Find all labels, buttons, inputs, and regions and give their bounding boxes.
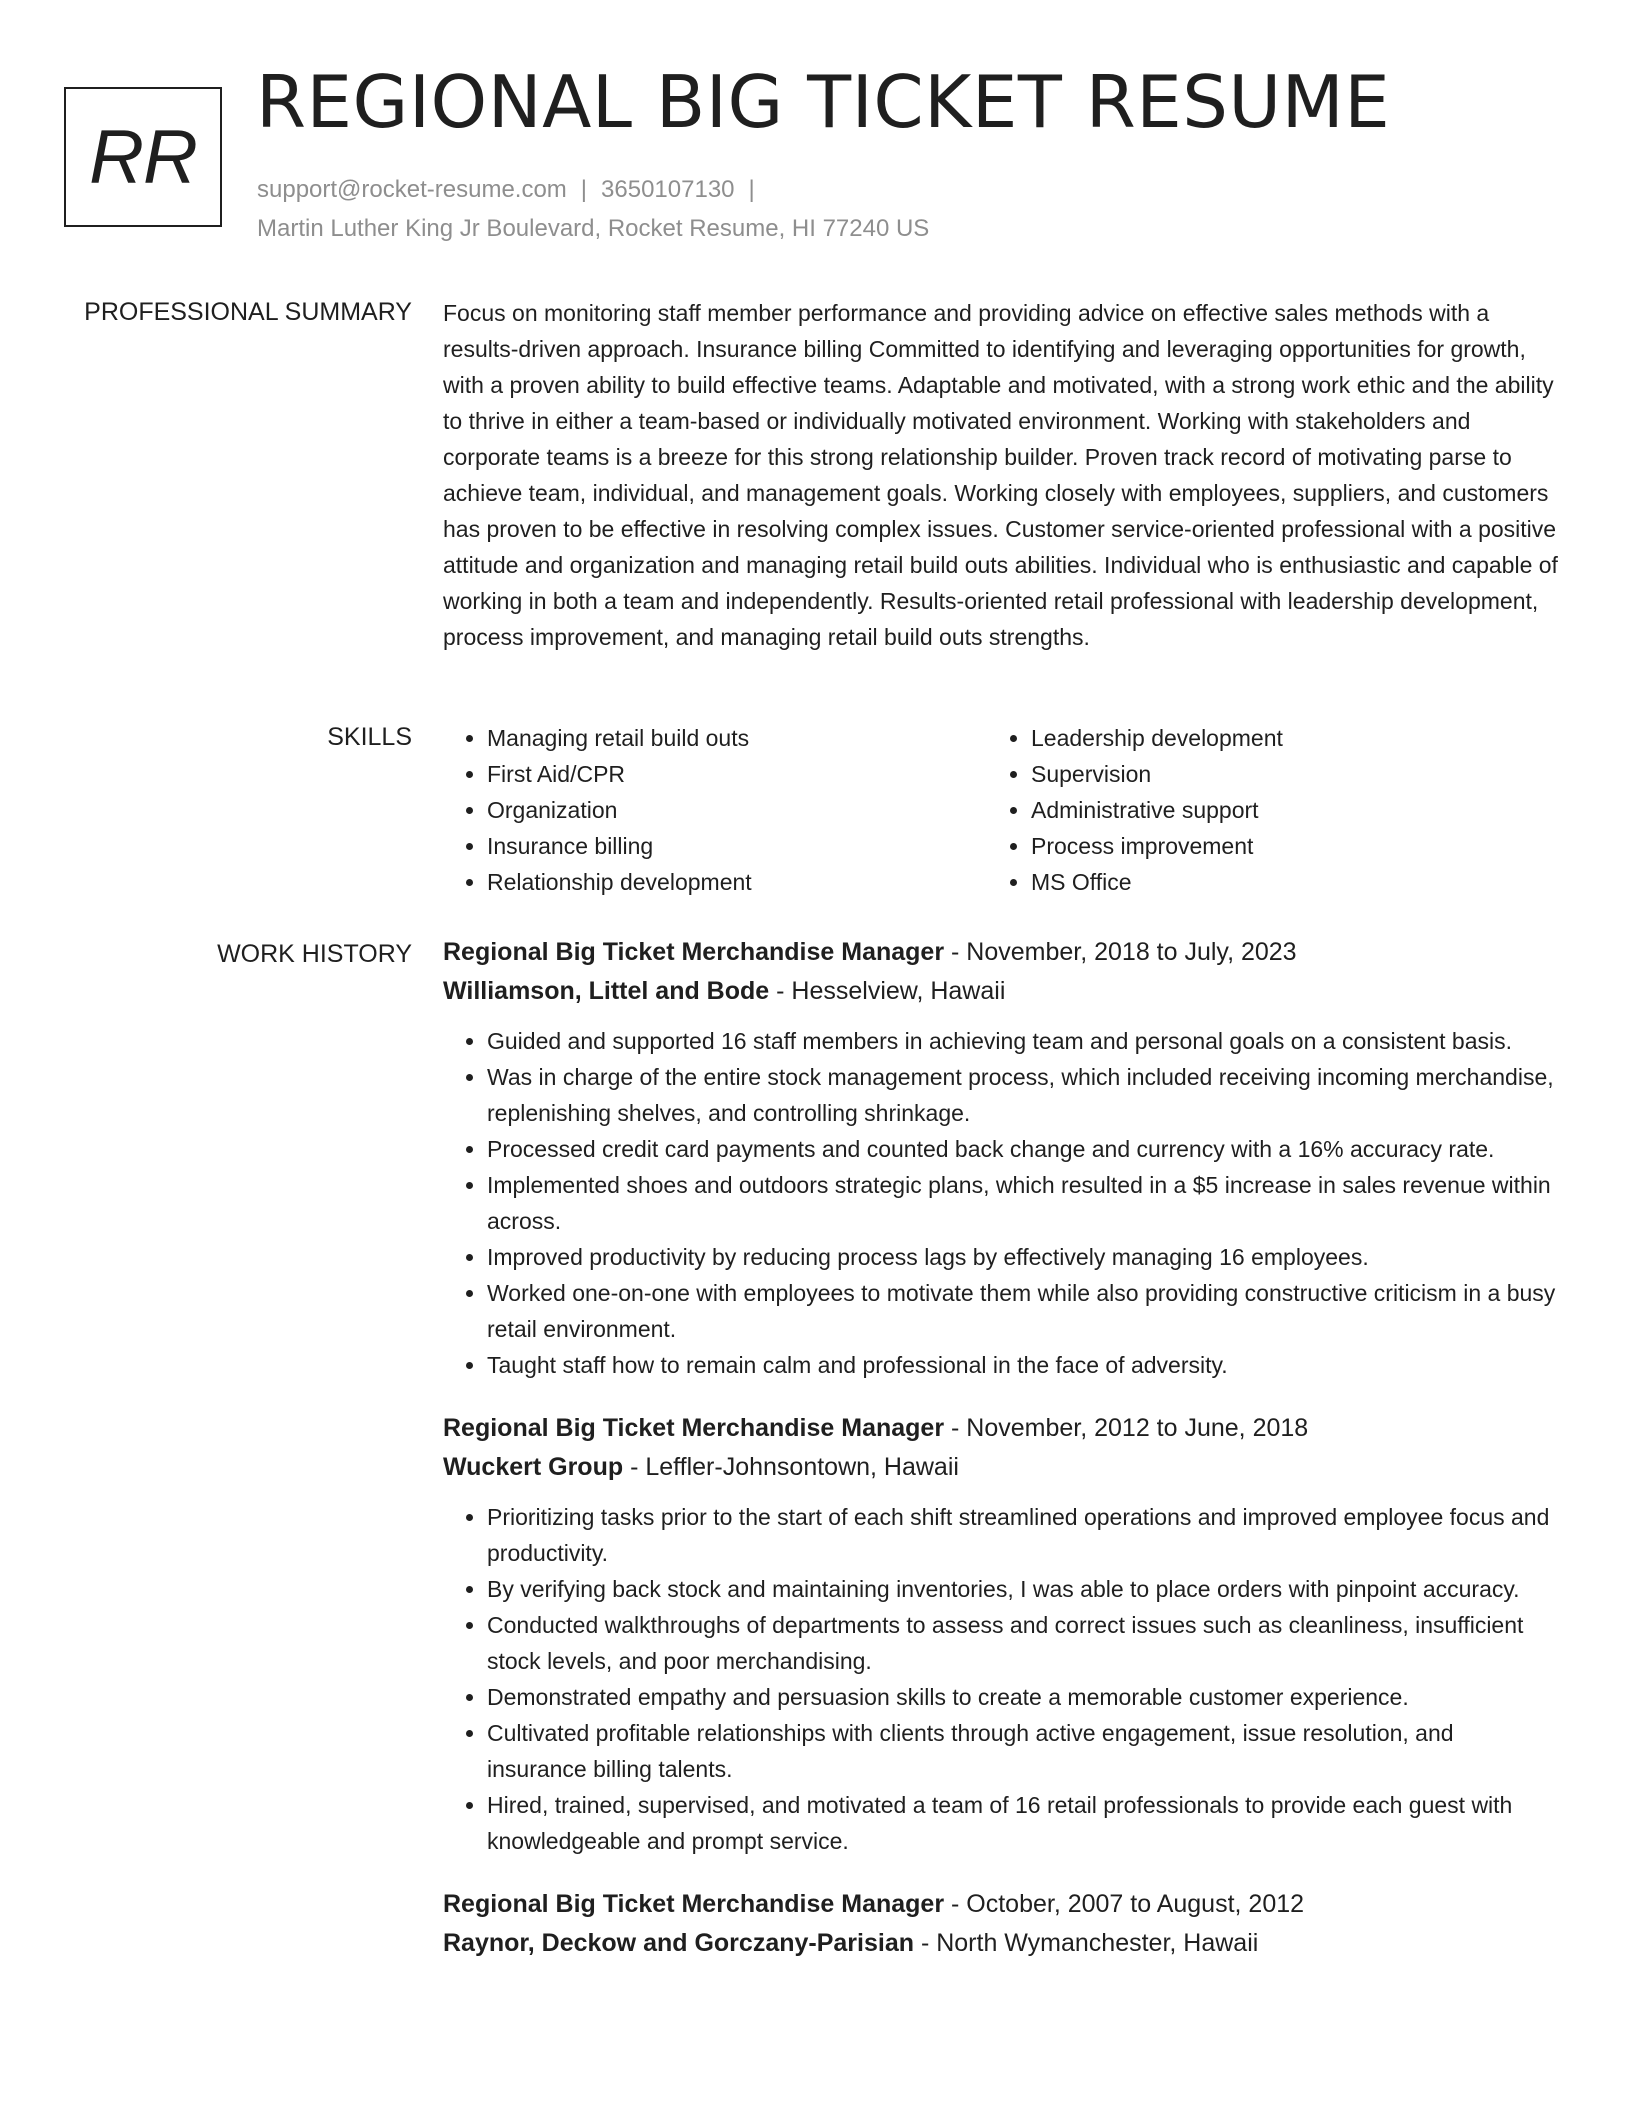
contact-separator: | xyxy=(580,176,588,203)
skills-list-left xyxy=(443,720,987,900)
job-bullet: • Cultivated profitable relationships with clients through active engagement, issue resolution, and insurance billing talents. xyxy=(487,1715,1558,1787)
resume-title: REGIONAL BIG TICKET RESUME xyxy=(256,60,1391,144)
skill-item: • Relationship development xyxy=(487,864,987,900)
skills-grid xyxy=(443,720,1558,900)
skills-section xyxy=(443,720,1558,900)
job-bullet: • Conducted walkthroughs of departments to assess and correct issues such as cleanliness, insufficient stock levels, and poor merchandising. xyxy=(487,1607,1558,1679)
job-entry xyxy=(443,1885,1558,1963)
skill-item: • Insurance billing xyxy=(487,828,987,864)
skill-item: • Process improvement xyxy=(1031,828,1531,864)
employer-line xyxy=(443,971,1558,1011)
contact-line xyxy=(257,174,769,206)
job-dates: - November, 2012 to June, 2018 xyxy=(944,1414,1309,1442)
employer-location: - Leffler-Johnsontown, Hawaii xyxy=(623,1453,959,1481)
job-title-line xyxy=(443,1409,1558,1447)
job-bullets xyxy=(443,1499,1558,1859)
skill-item: • First Aid/CPR xyxy=(487,756,987,792)
employer-location: - Hesselview, Hawaii xyxy=(769,977,1006,1005)
job-bullet: • Demonstrated empathy and persuasion skills to create a memorable customer experience. xyxy=(487,1679,1558,1715)
job-bullet: • Prioritizing tasks prior to the start of each shift streamlined operations and improved employee focus and productivity. xyxy=(487,1499,1558,1571)
job-bullet: • Was in charge of the entire stock management process, which included receiving incoming merchandise, replenishing shelves, and controlling shrinkage. xyxy=(487,1059,1558,1131)
job-title-line xyxy=(443,1885,1558,1923)
monogram-initials: RR xyxy=(89,114,197,200)
skill-item: • Leadership development xyxy=(1031,720,1531,756)
employer-line xyxy=(443,1447,1558,1487)
summary-heading: PROFESSIONAL SUMMARY xyxy=(84,298,412,326)
skill-item: • Supervision xyxy=(1031,756,1531,792)
skills-heading: SKILLS xyxy=(327,723,412,751)
skill-item: • MS Office xyxy=(1031,864,1531,900)
job-title: Regional Big Ticket Merchandise Manager xyxy=(443,1890,945,1918)
job-bullet: • By verifying back stock and maintaining inventories, I was able to place orders with pinpoint accuracy. xyxy=(487,1571,1558,1607)
employer-name: Williamson, Littel and Bode xyxy=(443,977,770,1005)
job-bullet: • Improved productivity by reducing process lags by effectively managing 16 employees. xyxy=(487,1239,1558,1275)
job-title: Regional Big Ticket Merchandise Manager xyxy=(443,938,945,966)
employer-name: Wuckert Group xyxy=(443,1453,624,1481)
employer-name: Raynor, Deckow and Gorczany-Parisian xyxy=(443,1929,914,1957)
job-title-line xyxy=(443,933,1558,971)
job-dates: - November, 2018 to July, 2023 xyxy=(944,938,1297,966)
skill-item: • Managing retail build outs xyxy=(487,720,987,756)
contact-phone: 3650107130 xyxy=(601,176,735,203)
job-dates: - October, 2007 to August, 2012 xyxy=(944,1890,1305,1918)
job-bullet: • Implemented shoes and outdoors strategic plans, which resulted in a $5 increase in sales revenue within across. xyxy=(487,1167,1558,1239)
summary-text: Focus on monitoring staff member performance and providing advice on effective sales methods with a results-driven approach. Insurance billing Committed to identifying and leveraging opportunities for growth, with a proven ability to build effective teams. Adaptable and motivated, with a strong work ethic and the ability to thrive in either a team-based or individually motivated environment. Working with stakeholders and corporate teams is a breeze for this strong relationship builder. Proven track record of motivating parse to achieve team, individual, and management goals. Working closely with employees, suppliers, and customers has proven to be effective in resolving complex issues. Customer service-oriented professional with a positive attitude and organization and managing retail build outs abilities. Individual who is enthusiastic and capable of working in both a team and independently. Results-oriented retail professional with leadership development, process improvement, and managing retail build outs strengths. xyxy=(443,300,1558,650)
contact-address: Martin Luther King Jr Boulevard, Rocket Resume, HI 77240 US xyxy=(257,215,930,242)
job-entry xyxy=(443,933,1558,1383)
job-entry xyxy=(443,1409,1558,1859)
skill-item: • Organization xyxy=(487,792,987,828)
job-bullet: • Worked one-on-one with employees to motivate them while also providing constructive criticism in a busy retail environment. xyxy=(487,1275,1558,1347)
job-bullet: • Hired, trained, supervised, and motivated a team of 16 retail professionals to provide each guest with knowledgeable and prompt service. xyxy=(487,1787,1558,1859)
job-title: Regional Big Ticket Merchandise Manager xyxy=(443,1414,945,1442)
contact-email: support@rocket-resume.com xyxy=(257,176,567,203)
contact-separator: | xyxy=(748,176,755,203)
employer-line xyxy=(443,1923,1558,1963)
skills-list-right xyxy=(987,720,1531,900)
job-bullet: • Taught staff how to remain calm and professional in the face of adversity. xyxy=(487,1347,1558,1383)
job-bullet: • Processed credit card payments and counted back change and currency with a 16% accuracy rate. xyxy=(487,1131,1558,1167)
job-bullet: • Guided and supported 16 staff members in achieving team and personal goals on a consistent basis. xyxy=(487,1023,1558,1059)
employer-location: - North Wymanchester, Hawaii xyxy=(914,1929,1259,1957)
work-history-heading: WORK HISTORY xyxy=(217,940,412,968)
work-history-section xyxy=(443,933,1558,1989)
monogram-box xyxy=(64,87,222,227)
job-bullets xyxy=(443,1023,1558,1383)
summary-section xyxy=(443,295,1558,655)
skill-item: • Administrative support xyxy=(1031,792,1531,828)
